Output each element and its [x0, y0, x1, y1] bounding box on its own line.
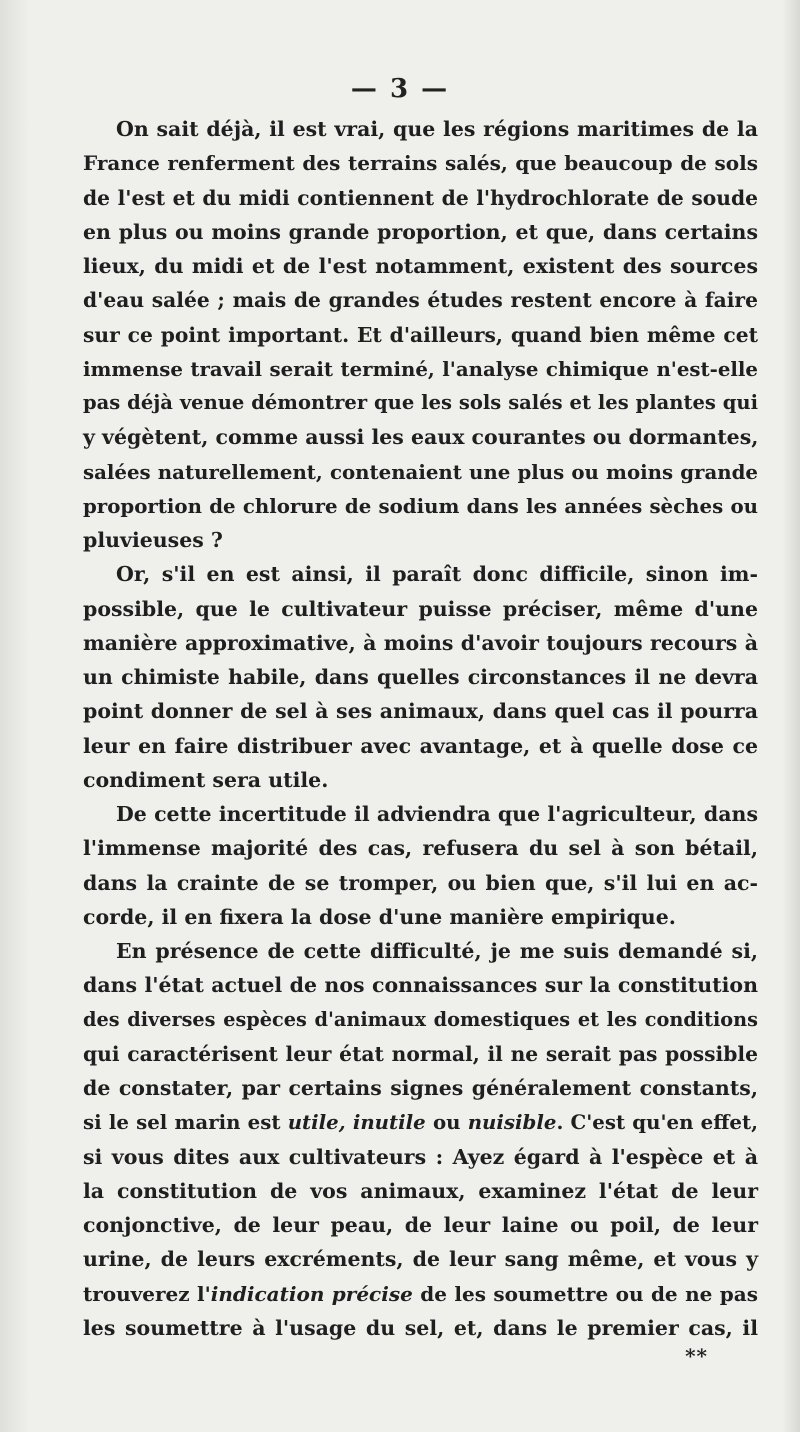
- text-segment: ou: [425, 1110, 468, 1135]
- text-line: On sait déjà, il est vrai, que les régions maritimes de la: [116, 117, 758, 141]
- text-line: conjonctive, de leur peau, de leur laine ou poil, de leur: [83, 1213, 758, 1237]
- body-text: [83, 112, 758, 1345]
- text-line: y végètent, comme aussi les eaux courantes ou dormantes,: [83, 425, 759, 450]
- italic-segment: utile, inutile: [287, 1110, 426, 1135]
- text-line: de l'est et du midi contiennent de l'hydrochlorate de soude: [83, 185, 758, 210]
- text-line: en plus ou moins grande proportion, et que, dans certains: [83, 219, 758, 244]
- text-line: corde, il en fixera la dose d'une manière empirique.: [83, 904, 676, 929]
- text-line: lieux, du midi et de l'est notamment, existent des sources: [83, 254, 758, 278]
- text-line: des diverses espèces d'animaux domestiques et les conditions: [83, 1007, 758, 1031]
- text-segment: si le sel marin est: [83, 1110, 288, 1135]
- text-line: leur en faire distribuer avec avantage, et à quelle dose ce: [83, 733, 758, 758]
- text-line: En présence de cette difficulté, je me suis demandé si,: [116, 939, 758, 963]
- text-line: condiment sera utile.: [83, 767, 329, 792]
- text-line: pas déjà venue démontrer que les sols salés et les plantes qui: [83, 391, 758, 414]
- text-line: immense travail serait terminé, l'analyse chimique n'est-elle: [83, 356, 758, 381]
- text-line: sur ce point important. Et d'ailleurs, quand bien même cet: [83, 322, 758, 347]
- text-line: dans la crainte de se tromper, ou bien que, s'il lui en ac-: [83, 870, 758, 895]
- signature-mark: **: [685, 1344, 708, 1368]
- text-segment: . C'est qu'en effet,: [556, 1110, 758, 1135]
- text-line: France renferment des terrains salés, que beaucoup de sols: [83, 151, 758, 176]
- text-segment: de les soumettre ou de ne pas: [412, 1281, 758, 1306]
- text-line: d'eau salée ; mais de grandes études restent encore à faire: [83, 288, 758, 313]
- text-line: proportion de chlorure de sodium dans les années sèches ou: [83, 493, 758, 518]
- text-segment: trouverez l': [83, 1281, 211, 1306]
- text-line: Or, s'il en est ainsi, il paraît donc difficile, sinon im-: [116, 562, 758, 587]
- text-line: salées naturellement, contenaient une plus ou moins grande: [83, 459, 758, 484]
- text-line: manière approximative, à moins d'avoir toujours recours à: [83, 630, 758, 655]
- text-line: dans l'état actuel de nos connaissances sur la constitution: [83, 973, 758, 998]
- page-number: — 3 —: [350, 74, 450, 104]
- text-line: [83, 1105, 758, 1139]
- text-line: si vous dites aux cultivateurs : Ayez égard à l'espèce et à: [83, 1144, 758, 1169]
- text-line: pluvieuses ?: [83, 528, 223, 552]
- text-line: urine, de leurs excréments, de leur sang même, et vous y: [83, 1247, 758, 1272]
- text-line: un chimiste habile, dans quelles circonstances il ne devra: [83, 665, 758, 689]
- italic-segment: indication précise: [210, 1281, 413, 1306]
- italic-segment: nuisible: [467, 1110, 557, 1135]
- text-line: De cette incertitude il adviendra que l'agriculteur, dans: [116, 802, 758, 826]
- text-line: la constitution de vos animaux, examinez l'état de leur: [83, 1178, 758, 1203]
- text-line: l'immense majorité des cas, refusera du sel à son bétail,: [83, 836, 758, 861]
- text-line: point donner de sel à ses animaux, dans quel cas il pourra: [83, 699, 758, 724]
- text-line: qui caractérisent leur état normal, il ne serait pas possible: [83, 1041, 758, 1066]
- text-line: [83, 1277, 758, 1311]
- text-line: les soumettre à l'usage du sel, et, dans le premier cas, il: [83, 1315, 758, 1340]
- text-line: possible, que le cultivateur puisse préciser, même d'une: [83, 596, 758, 621]
- text-line: de constater, par certains signes généralement constants,: [83, 1076, 758, 1100]
